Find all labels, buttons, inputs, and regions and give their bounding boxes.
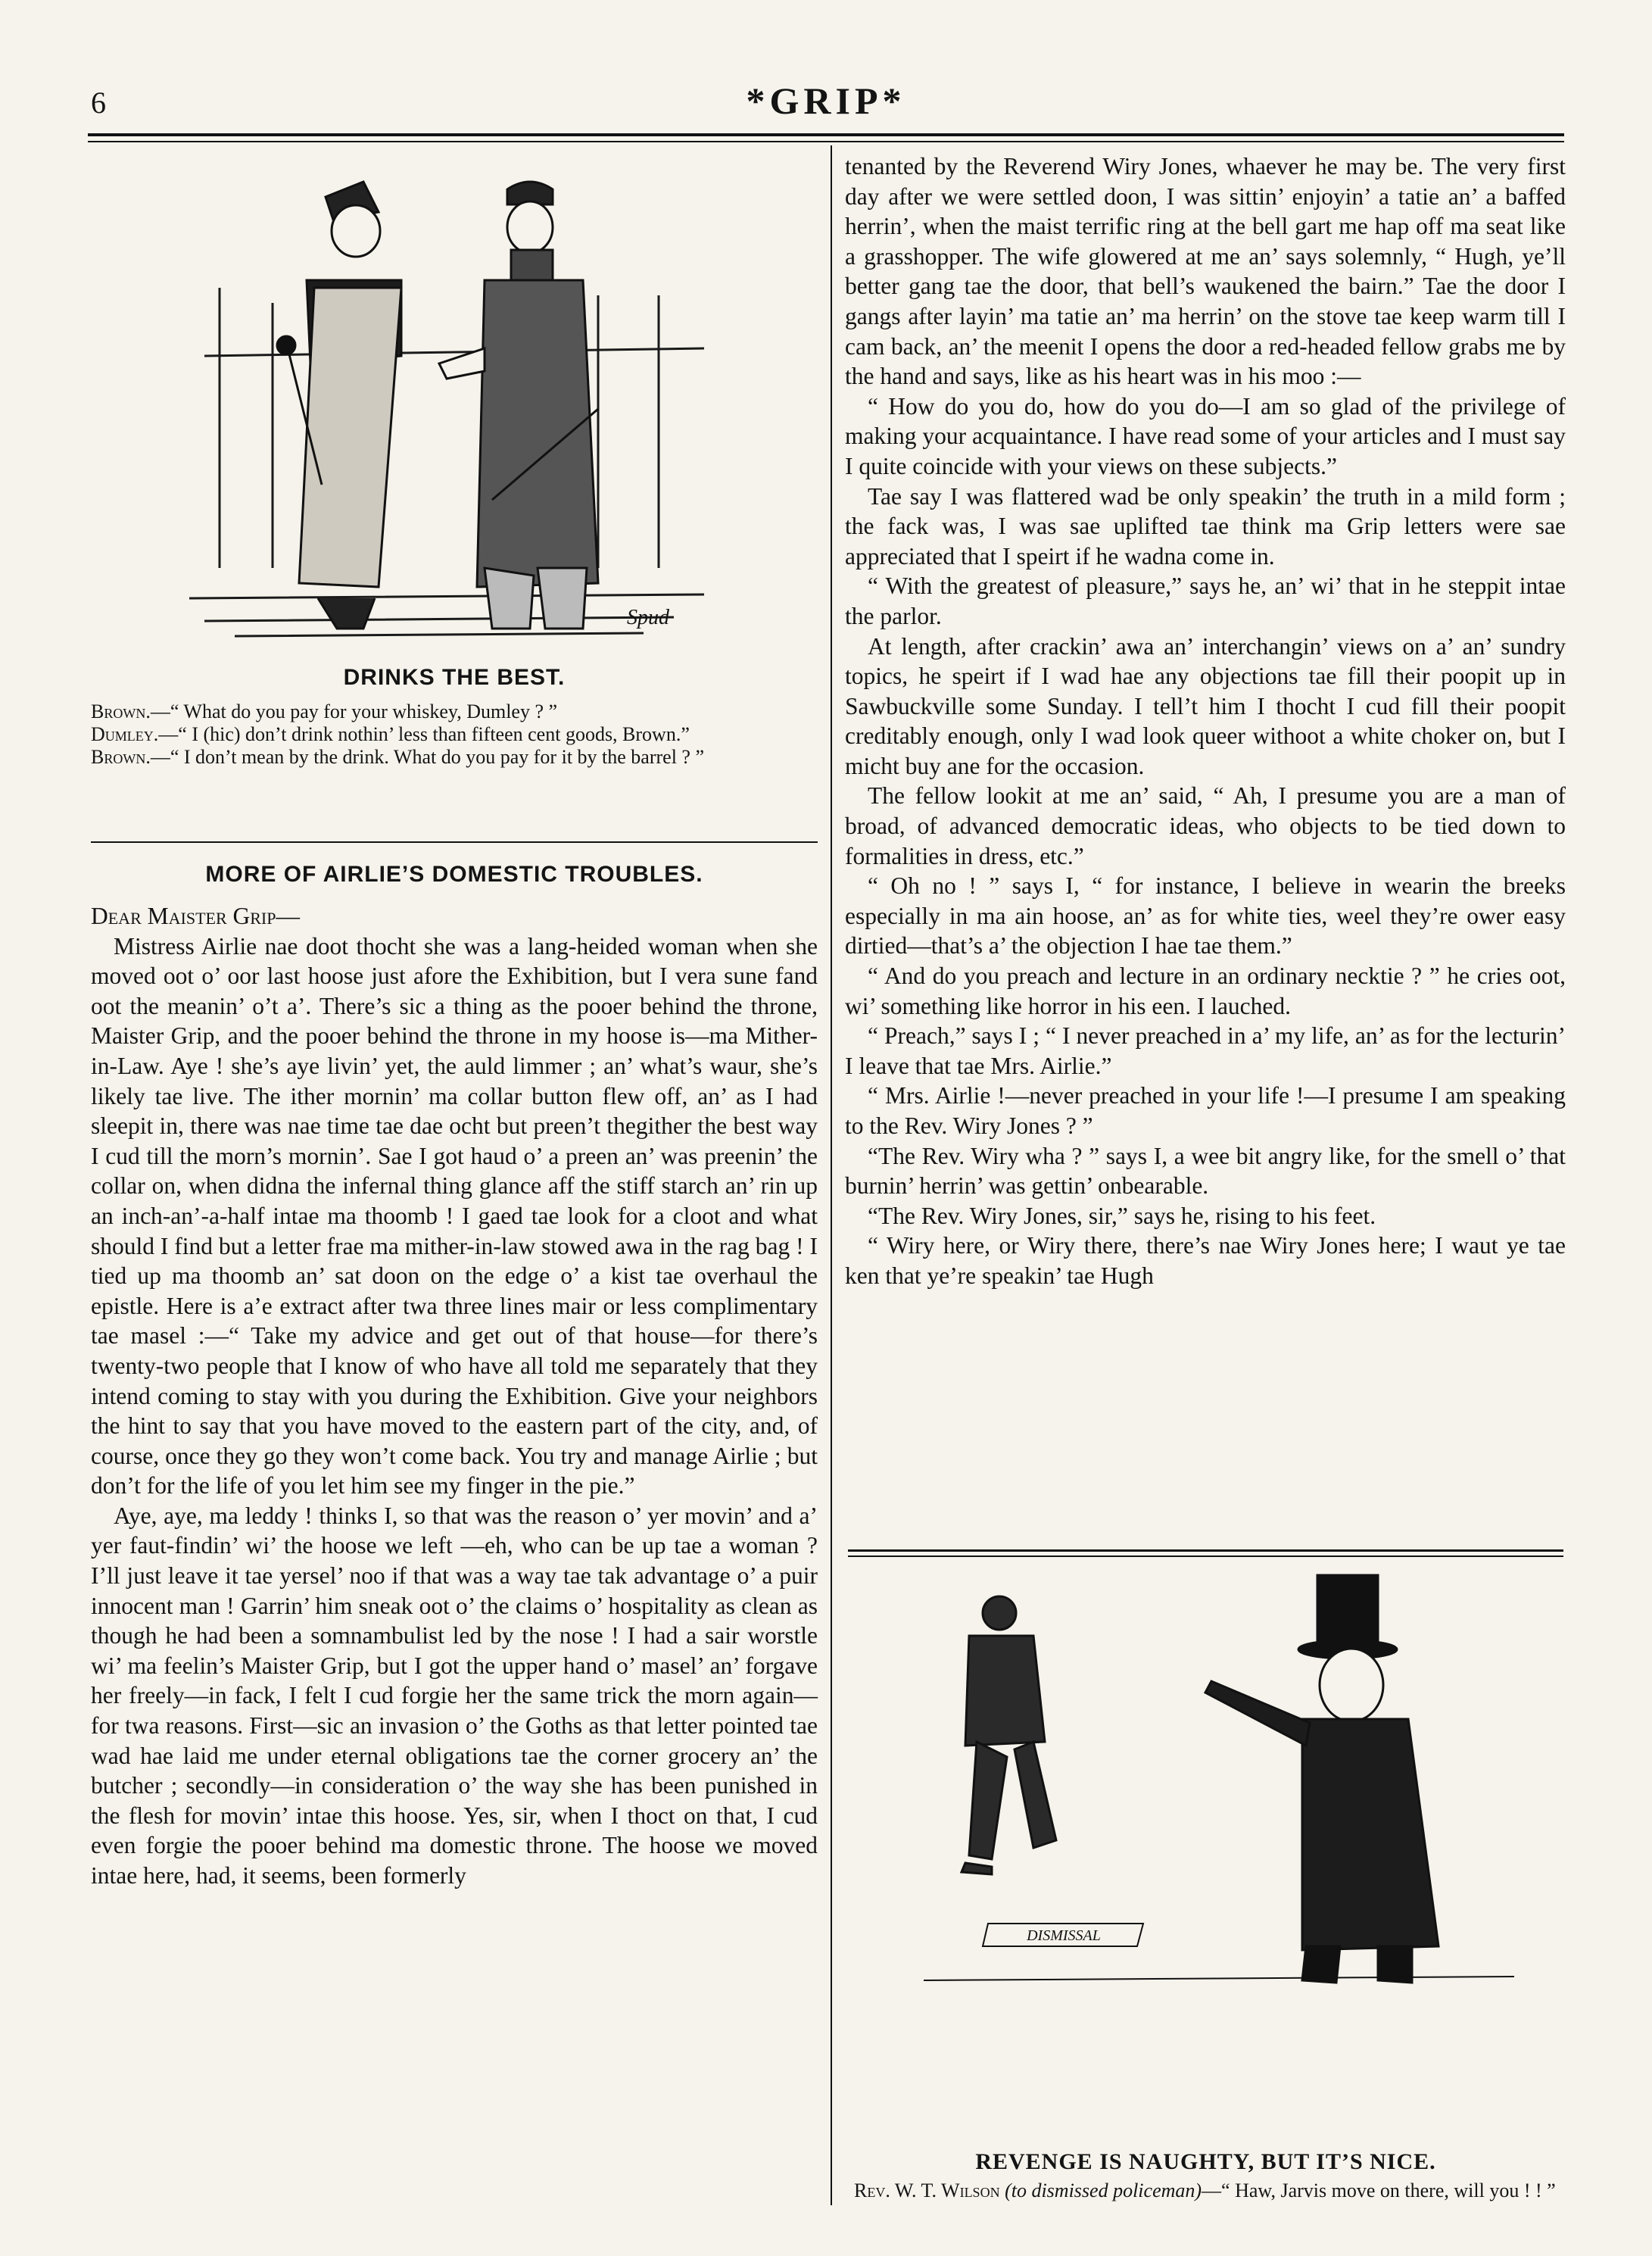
article-paragraph: tenanted by the Reverend Wiry Jones, whaever he may be. The very first day after we were settled doon, I was sittin’ enjoyin’ a tatie an’ a baffed herrin’, when the maist terrific ring at the bell gart me hap off ma seat like a grasshopper. The wife glowered at me an’ says solemnly, “ Hugh, ye’ll better gang tae the door, that bell’s waukened the bairn.” Tae the door I gangs after layin’ ma tatie an’ ma herrin’ on the stove tae keep warm till I cam back, an’ the meenit I opens the door a red-headed fellow grabs me by the hand and says, like as his heart was in his moo :— bbox=[845, 153, 1566, 390]
cartoon2-speaker: Rev. W. T. Wilson bbox=[854, 2180, 1000, 2201]
dismissal-paper-label: DISMISSAL bbox=[1027, 1927, 1101, 1944]
article-title: MORE OF AIRLIE’S DOMESTIC TROUBLES. bbox=[205, 862, 703, 887]
article-salutation: Dear Maister Grip— bbox=[91, 903, 300, 929]
article-paragraph: “ Preach,” says I ; “ I never preached in a’ my life, an’ as for the lecturin’ I leave that tae Mrs. Airlie.” bbox=[845, 1022, 1566, 1079]
article-right-column bbox=[845, 151, 1566, 1291]
article-paragraph: Mistress Airlie nae doot thocht she was a lang-heided woman when she moved oot o’ oor last hoose just afore the Exhibition, but I vera sune fand oot the meanin’ o’t a’. There’s sic a thing as the pooer behind the throne, Maister Grip, and the pooer behind the throne in my hoose is—ma Mither-in-Law. Aye ! she’s aye livin’ yet, the auld limmer ; an’ what’s waur, she’s likely tae live. The ither mornin’ ma collar button flew off, an’ as I had sleepit in, there was nae time tae dae ocht but preen’t thegither the best way I cud till the morn’s mornin’. Sae I got haud o’ a preen an’ was preenin’ the collar on, when didna the infernal thing glance aff the stiff starch an’ rin up an inch-an’-a-half intae ma thoomb ! I gaed tae look for a cloot and what should I find but a letter frae ma mither-in-law stowed awa in the rag bag ! I tied up ma thoomb an’ sat doon on the edge o’ a kist tae overhaul the epistle. Here is a’e extract after twa three lines mair or less complimentary tae masel :—“ Take my advice and get out of that house—for there’s twenty-two people that I know of who have all told me separately that they intend coming to stay with you during the Exhibition. Give your neighbors the hint to say that you have moved to the eastern part of the city, and, of course, once they go they won’t come back. You try and manage Airlie ; but don’t for the life of you let him see my finger in the pie.” bbox=[91, 932, 818, 1499]
header-rule-top bbox=[88, 133, 1564, 136]
article-paragraph: “The Rev. Wiry Jones, sir,” says he, rising to his feet. bbox=[868, 1202, 1376, 1229]
drinks-the-best-illustration bbox=[174, 174, 719, 659]
article-paragraph: “ Mrs. Airlie !—never preached in your life !—I presume I am speaking to the Rev. Wiry Jones ? ” bbox=[845, 1082, 1566, 1139]
masthead-title: *GRIP* bbox=[746, 80, 906, 122]
cartoon2-quote: —“ Haw, Jarvis move on there, will you ! ! ” bbox=[1202, 2180, 1556, 2201]
cartoon1-caption-title: DRINKS THE BEST. bbox=[343, 665, 566, 690]
article-left-column bbox=[91, 901, 818, 1891]
section-rule-right-bottom bbox=[848, 1555, 1563, 1557]
page-number: 6 bbox=[91, 86, 106, 120]
cartoon1-dialogue bbox=[91, 701, 818, 769]
article-paragraph: “ Wiry here, or Wiry there, there’s nae Wiry Jones here; I waut ye tae ken that ye’re speakin’ tae Hugh bbox=[845, 1232, 1566, 1289]
column-divider bbox=[831, 145, 832, 2205]
article-paragraph: “ How do you do, how do you do—I am so glad of the privilege of making your acquaintance. I have read some of your articles and I must say I quite coincide with your views on these subjects.” bbox=[845, 392, 1566, 479]
header-rule-bottom bbox=[88, 141, 1564, 142]
article-paragraph: “ With the greatest of pleasure,” says he, an’ wi’ that in he steppit intae the parlor. bbox=[845, 573, 1566, 629]
cartoon-signature: Spud bbox=[627, 606, 669, 629]
article-paragraph: Tae say I was flattered wad be only speakin’ the truth in a mild form ; the fack was, I was sae uplifted tae think ma Grip letters were sae appreciated that I speirt if he wadna come in. bbox=[845, 482, 1566, 569]
dialogue-line: Brown.—“ What do you pay for your whiskey, Dumley ? ” bbox=[91, 701, 558, 722]
article-paragraph: “ Oh no ! ” says I, “ for instance, I believe in wearin the breeks especially in ma ain hoose, an’ as for white ties, weel they’re ower easy dirtied—that’s a’ the objection I hae tae them.” bbox=[845, 872, 1566, 960]
cartoon2-caption bbox=[854, 2180, 1562, 2202]
cartoon2-caption-title: REVENGE IS NAUGHTY, BUT IT’S NICE. bbox=[975, 2149, 1436, 2174]
article-paragraph: Aye, aye, ma leddy ! thinks I, so that was the reason o’ yer movin’ and a’ yer faut-findin’ wi’ the hoose we left —eh, who can be up tae a woman ? I’ll just leave it tae yersel’ noo if that was a way tae tak advantage o’ a puir innocent man ! Garrin’ him sneak oot o’ the claims o’ hospitality as clean as though he had been a somnambulist led by the nose ! I had a sair worstle wi’ ma feelin’s Maister Grip, but I got the upper hand o’ masel’ an’ forgave her freely—in fack, I felt I cud forgie her the same trick the morn again—for twa reasons. First—sic an invasion o’ the Goths as that letter pointed tae wad hae laid me under eternal obligations tae the corner grocery an’ the butcher ; secondly—in consideration o’ the way she has been punished in the flesh for movin’ intae this hoose. Yes, sir, when I thoct on that, I cud even forgie the pooer behind ma domestic throne. The hoose we moved intae here, had, it seems, been formerly bbox=[91, 1502, 818, 1889]
section-rule-right-top bbox=[848, 1549, 1563, 1552]
article-paragraph: “The Rev. Wiry wha ? ” says I, a wee bit angry like, for the smell o’ that burnin’ herrin’ was gettin’ onbearable. bbox=[845, 1142, 1566, 1200]
article-paragraph: The fellow lookit at me an’ said, “ Ah, I presume you are a man of broad, of advanced democratic ideas, who objects to be tied down to formalities in dress, etc.” bbox=[845, 782, 1566, 869]
dialogue-line: Dumley.—“ I (hic) don’t drink nothin’ less than fifteen cent goods, Brown.” bbox=[91, 723, 690, 745]
article-paragraph: “ And do you preach and lecture in an ordinary necktie ? ” he cries oot, wi’ something like horror in his een. I lauched. bbox=[845, 963, 1566, 1019]
dialogue-line: Brown.—“ I don’t mean by the drink. What do you pay for it by the barrel ? ” bbox=[91, 746, 705, 768]
revenge-illustration bbox=[893, 1568, 1544, 1992]
section-rule-left bbox=[91, 841, 818, 843]
article-paragraph: At length, after crackin’ awa an’ interchangin’ views on a’ an’ sundry topics, he speirt if I wad hae any objections tae fill their poopit up in Sawbuckville some Sunday. I tell’t him I thocht I cud fill their poopit creditably enough, only I wad look queer withoot a white choker on, but I micht buy ane for the occasion. bbox=[845, 632, 1566, 779]
cartoon2-stage-direction: (to dismissed policeman) bbox=[1005, 2180, 1202, 2201]
